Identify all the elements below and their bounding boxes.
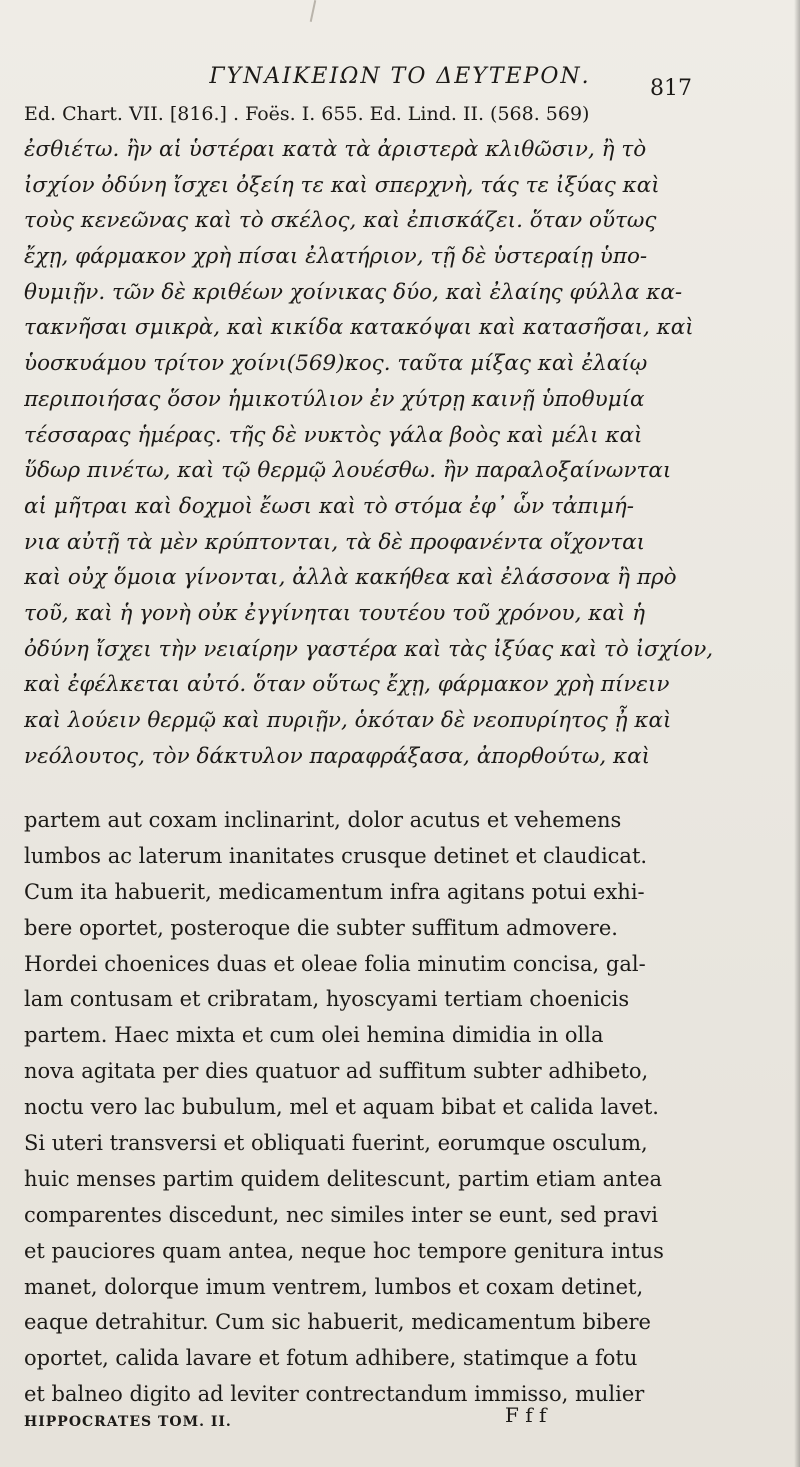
latin-line: et balneo digito ad leviter contrectandum immisso, mulier: [24, 1382, 645, 1407]
page-edge-shadow: [794, 0, 800, 1467]
page-number: 817: [650, 76, 692, 101]
greek-line: νια αὐτῇ τὰ μὲν κρύπτονται, τὰ δὲ προφανέντα οἴχονται: [24, 529, 646, 555]
signature-mark: F f f: [505, 1403, 547, 1427]
ink-mark: [310, 0, 317, 22]
greek-line: καὶ ἐφέλκεται αὐτό. ὅταν οὕτως ἔχῃ, φάρμακον χρὴ πίνειν: [24, 672, 670, 698]
greek-line: ὀδύνη ἴσχει τὴν νειαίρην γαστέρα καὶ τὰς ἰξύας καὶ τὸ ἰσχίον,: [24, 636, 714, 662]
edition-reference: Ed. Chart. VII. [816.] . Foës. I. 655. Ed. Lind. II. (568. 569): [24, 103, 590, 125]
latin-line: oportet, calida lavare et fotum adhibere, statimque a fotu: [24, 1346, 638, 1371]
latin-line: comparentes discedunt, nec similes inter se eunt, sed pravi: [24, 1202, 658, 1227]
greek-line: τακνῆσαι σμικρὰ, καὶ κικίδα κατακόψαι καὶ κατασῆσαι, καὶ: [24, 315, 694, 341]
greek-line: καὶ οὐχ ὅμοια γίνονται, ἀλλὰ κακήθεα καὶ ἐλάσσονα ἢ πρὸ: [24, 565, 677, 591]
latin-line: Cum ita habuerit, medicamentum infra agitans potui exhi-: [24, 879, 645, 904]
greek-text-block: [24, 132, 764, 774]
latin-line: bere oportet, posteroque die subter suffitum admovere.: [24, 915, 618, 940]
greek-line: τοὺς κενεῶνας καὶ τὸ σκέλος, καὶ ἐπισκάζει. ὅταν οὕτως: [24, 208, 657, 234]
greek-line: ἔχῃ, φάρμακον χρὴ πίσαι ἐλατήριον, τῇ δὲ ὑστεραίῃ ὑπο-: [24, 244, 648, 270]
greek-line: νεόλουτος, τὸν δάκτυλον παραφράξασα, ἀπορθούτω, καὶ: [24, 743, 651, 769]
greek-line: τέσσαρας ἡμέρας. τῆς δὲ νυκτὸς γάλα βοὸς καὶ μέλι καὶ: [24, 422, 643, 448]
latin-line: manet, dolorque imum ventrem, lumbos et coxam detinet,: [24, 1274, 644, 1299]
greek-line: ἐσθιέτω. ἢν αἱ ὑστέραι κατὰ τὰ ἀριστερὰ κλιθῶσιν, ἢ τὸ: [24, 137, 647, 162]
greek-line: περιποιήσας ὅσον ἡμικοτύλιον ἐν χύτρῃ καινῇ ὑποθυμία: [24, 386, 645, 412]
greek-line: καὶ λούειν θερμῷ καὶ πυριῇν, ὁκόταν δὲ νεοπυρίητος ᾖ καὶ: [24, 708, 672, 733]
latin-line: noctu vero lac bubulum, mel et aquam bibat et calida lavet.: [24, 1095, 659, 1120]
greek-line: θυμιῇν. τῶν δὲ κριθέων χοίνικας δύο, καὶ ἐλαίης φύλλα κα-: [24, 279, 683, 305]
running-footer: HIPPOCRATES TOM. II.: [24, 1414, 232, 1430]
greek-line: τοῦ, καὶ ἡ γονὴ οὐκ ἐγγίνηται τουτέου τοῦ χρόνου, καὶ ἡ: [24, 600, 646, 626]
latin-line: partem aut coxam inclinarint, dolor acutus et vehemens: [24, 808, 622, 832]
greek-line: ἰσχίον ὀδύνη ἴσχει ὀξείη τε καὶ σπερχνὴ, τάς τε ἰξύας καὶ: [24, 172, 660, 198]
latin-line: eaque detrahitur. Cum sic habuerit, medicamentum bibere: [24, 1310, 651, 1335]
latin-line: lam contusam et cribratam, hyoscyami tertiam choenicis: [24, 987, 630, 1012]
latin-line: lumbos ac laterum inanitates crusque detinet et claudicat.: [24, 843, 648, 868]
latin-line: Si uteri transversi et obliquati fuerint, eorumque osculum,: [24, 1131, 648, 1156]
latin-text-block: [24, 803, 764, 1413]
latin-line: huic menses partim quidem delitescunt, partim etiam antea: [24, 1166, 663, 1191]
latin-line: et pauciores quam antea, neque hoc tempore genitura intus: [24, 1238, 664, 1263]
latin-line: partem. Haec mixta et cum olei hemina dimidia in olla: [24, 1023, 604, 1048]
latin-line: Hordei choenices duas et oleae folia minutim concisa, gal-: [24, 951, 646, 976]
greek-line: ὑοσκυάμου τρίτον χοίνι(569)κος. ταῦτα μίξας καὶ ἐλαίῳ: [24, 351, 648, 377]
page-title: ΓΥΝΑΙΚΕΙΩΝ ΤΟ ΔΕΥΤΕΡΟΝ.: [209, 64, 591, 89]
greek-line: ὕδωρ πινέτω, καὶ τῷ θερμῷ λουέσθω. ἢν παραλοξαίνωνται: [24, 458, 672, 484]
greek-line: αἱ μῆτραι καὶ δοχμοὶ ἔωσι καὶ τὸ στόμα ἐφ᾽ ὧν τἀπιμή-: [24, 493, 635, 519]
latin-line: nova agitata per dies quatuor ad suffitum subter adhibeto,: [24, 1059, 649, 1084]
